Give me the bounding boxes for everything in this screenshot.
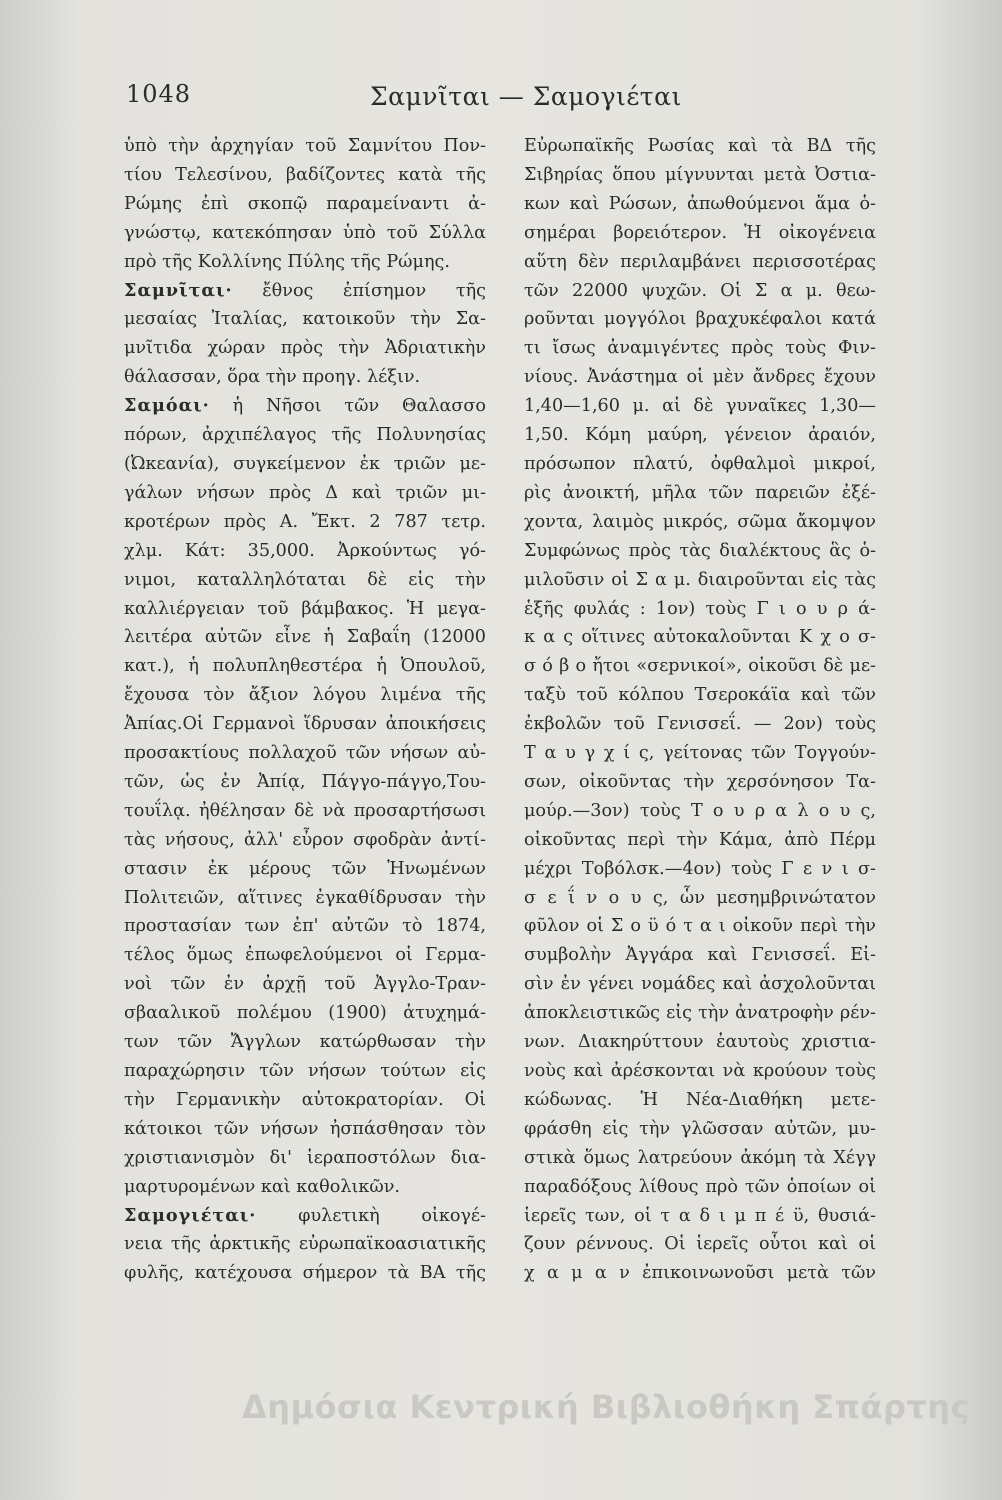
text-line: 1,40—1,60 μ. αἱ δὲ γυναῖκες 1,30— (524, 396, 876, 417)
text-line: νοὶ τῶν ἐν ἀρχῇ τοῦ Ἀγγλο-Τραν- (124, 974, 486, 995)
text-line: κων καὶ Ρώσων, ἀπωθούμενοι ἅμα ὁ- (524, 193, 876, 214)
text-line: Σαμνῖται· ἔθνος ἐπίσημον τῆς (124, 279, 486, 301)
text-line: καλλιέργειαν τοῦ βάμβακος. Ἡ μεγα- (124, 598, 486, 619)
text-line: ζουν ρέννους. Οἱ ἱερεῖς οὗτοι καὶ οἱ (524, 1234, 876, 1255)
text-line: παραχώρησιν τῶν νήσων τούτων εἰς (124, 1061, 486, 1081)
text-line: ὑπὸ τὴν ἀρχηγίαν τοῦ Σαμνίτου Πον- (124, 136, 486, 156)
entry-headword: Σαμογιέται· (124, 1204, 257, 1226)
text-line: ροῦνται μογγόλοι βραχυκέφαλοι κατά (524, 309, 876, 330)
text-line: χοντα, λαιμὸς μικρός, σῶμα ἄκομψον (524, 511, 876, 532)
text-line: νίους. Ἀνάστημα οἱ μὲν ἄνδρες ἔχουν (524, 367, 876, 388)
text-line: Πολιτειῶν, αἵτινες ἐγκαθίδρυσαν τὴν (124, 887, 486, 908)
text-line: νοὺς καὶ ἀρέσκονται νὰ κρούουν τοὺς (524, 1061, 876, 1081)
text-line: πρὸ τῆς Κολλίνης Πύλης τῆς Ρώμης. (124, 251, 450, 272)
text-line: κώδωνας. Ἡ Νέα-Διαθήκη μετε- (524, 1089, 876, 1110)
text-line: μέχρι Τοβόλσκ.—4ον) τοὺς Γ ε ν ι σ- (524, 858, 876, 879)
text-line: τουΐλᾳ. ἠθέλησαν δὲ νὰ προσαρτήσωσι (124, 800, 486, 821)
text-line: (Ὠκεανία), συγκείμενον ἐκ τριῶν με- (124, 453, 486, 474)
text-line: ταξὺ τοῦ κόλπου Τσεροκάϊα καὶ τῶν (524, 685, 876, 706)
text-line: αὕτη δὲν περιλαμβάνει περισσοτέρας (524, 251, 876, 272)
text-line: συμβολὴν Ἀγγάρα καὶ Γενισσεΐ. Εἰ- (524, 945, 876, 966)
text-line: λειτέρα αὐτῶν εἶνε ἡ Σαβαΐη (12000 (124, 627, 486, 648)
text-line: σημέραι βορειότερον. Ἡ οἰκογένεια (524, 222, 876, 243)
text-line: χλμ. Κάτ: 35,000. Ἀρκούντως γό- (124, 540, 486, 561)
running-head: Σαμνῖται — Σαμογιέται (370, 82, 682, 111)
text-line: Σιβηρίας ὅπου μίγνυνται μετὰ Ὀστια- (524, 164, 876, 185)
text-line: μιλοῦσιν οἱ Σ α μ. διαιροῦνται εἰς τὰς (524, 569, 876, 590)
text-line: στικὰ ὅμως λατρεύουν ἀκόμη τὰ Χέγγ (524, 1147, 876, 1168)
text-line: κατ.), ἡ πολυπληθεστέρα ἡ Ὀπουλοῦ, (124, 656, 486, 677)
left-column (124, 132, 486, 1288)
text-line: νιμοι, καταλληλόταται δὲ εἰς τὴν (124, 569, 486, 590)
text-line: νων. Διακηρύττουν ἑαυτοὺς χριστια- (524, 1032, 876, 1053)
text-line: χ α μ α ν ἐπικοινωνοῦσι μετὰ τῶν (524, 1263, 876, 1284)
text-line: ἑξῆς φυλάς : 1ον) τοὺς Γ ι ο υ ρ ά- (524, 598, 876, 619)
library-watermark: Δημόσια Κεντρική Βιβλιοθήκη Σπάρτης (241, 1388, 971, 1426)
text-line: μαρτυρομένων καὶ καθολικῶν. (124, 1176, 401, 1197)
text-line: τίου Τελεσίνου, βαδίζοντες κατὰ τῆς (124, 164, 486, 185)
text-line: νεια τῆς ἀρκτικῆς εὐρωπαϊκοασιατικῆς (124, 1234, 486, 1255)
text-line: κάτοικοι τῶν νήσων ἠσπάσθησαν τὸν (124, 1118, 486, 1139)
text-line: φράσθη εἰς τὴν γλῶσσαν αὐτῶν, μυ- (524, 1118, 876, 1139)
text-line: Ρώμης ἐπὶ σκοπῷ παραμείναντι ἀ- (124, 193, 486, 214)
text-line: γνώστῳ, κατεκόπησαν ὑπὸ τοῦ Σύλλα (124, 222, 486, 243)
text-line: ἔχουσα τὸν ἄξιον λόγου λιμένα τῆς (124, 685, 486, 706)
text-line: τέλος ὅμως ἐπωφελούμενοι οἱ Γερμα- (124, 945, 486, 966)
text-line: γάλων νήσων πρὸς Δ καὶ τριῶν μι- (124, 482, 486, 503)
text-line: προσακτίους πολλαχοῦ τῶν νήσων αὐ- (124, 743, 486, 764)
entry-headword: Σαμνῖται· (124, 279, 233, 301)
text-line: σ ό β ο ἤτοι «σεpνικοί», οἰκοῦσι δὲ με- (524, 656, 876, 677)
page-number: 1048 (126, 80, 192, 108)
text-line: σὶν ἐν γένει νομάδες καὶ ἀσχολοῦνται (524, 974, 876, 995)
text-line: πρόσωπον πλατύ, ὀφθαλμοὶ μικροί, (524, 453, 876, 474)
text-line: μούρ.—3ον) τοὺς Τ ο υ ρ α λ ο υ ς, (524, 800, 876, 821)
text-line: προστασίαν των ἐπ' αὐτῶν τὸ 1874, (124, 916, 486, 937)
text-line: στασιν ἐκ μέρους τῶν Ἡνωμένων (124, 858, 486, 879)
text-line: Σαμογιέται· φυλετικὴ οἰκογέ- (124, 1204, 486, 1226)
text-line: τι ἴσως ἀναμιγέντες πρὸς τοὺς Φιν- (524, 338, 876, 359)
text-line: σβααλικοῦ πολέμου (1900) ἀτυχημά- (124, 1003, 486, 1024)
text-line: τῶν 22000 ψυχῶν. Οἱ Σ α μ. θεω- (524, 280, 876, 301)
text-line: σ ε ΐ ν ο υ ς, ὧν μεσημβρινώτατον (524, 887, 876, 908)
text-line: πόρων, ἀρχιπέλαγος τῆς Πολυνησίας (124, 425, 486, 446)
text-line: τὴν Γερμανικὴν αὐτοκρατορίαν. Οἱ (124, 1089, 486, 1110)
text-line: οἰκοῦντας περὶ τὴν Κάμα, ἀπὸ Πέρμ (524, 829, 876, 850)
text-line: χριστιανισμὸν δι' ἱεραποστόλων δια- (124, 1147, 486, 1168)
text-line: ἱερεῖς των, οἱ τ α δ ι μ π έ ϋ, θυσιά- (524, 1205, 876, 1226)
entry-headword: Σαμόαι· (124, 395, 210, 417)
text-line: Σαμόαι· ἡ Νῆσοι τῶν Θαλασσο (124, 395, 486, 417)
text-line: μνῖτιδα χώραν πρὸς τὴν Ἀδριατικὴν (124, 338, 486, 359)
text-line: των τῶν Ἄγγλων κατώρθωσαν τὴν (124, 1032, 486, 1053)
text-line: Συμφώνως πρὸς τὰς διαλέκτους ἃς ὁ- (524, 540, 876, 561)
text-line: μεσαίας Ἰταλίας, κατοικοῦν τὴν Σα- (124, 309, 486, 330)
text-line: Τ α υ γ χ ί ς, γείτονας τῶν Τογγούν- (524, 743, 876, 764)
text-line: φυλῆς, κατέχουσα σήμερον τὰ ΒΑ τῆς (124, 1263, 486, 1284)
text-line: παραδόξους λίθους πρὸ τῶν ὁποίων οἱ (524, 1176, 876, 1197)
text-line: τῶν, ὡς ἐν Ἀπίᾳ, Πάγγο-πάγγο,Του- (124, 771, 486, 792)
text-line: σων, οἰκοῦντας τὴν χερσόνησον Τα- (524, 771, 876, 792)
text-line: Ἀπίας.Οἱ Γερμανοὶ ἵδρυσαν ἀποικήσεις (124, 714, 486, 735)
text-line: 1,50. Κόμη μαύρη, γένειον ἀραιόν, (524, 425, 876, 446)
text-line: ρὶς ἀνοικτή, μῆλα τῶν παρειῶν ἐξέ- (524, 482, 876, 503)
right-column (524, 132, 876, 1288)
text-line: κροτέρων πρὸς Α. Ἔκτ. 2 787 τετρ. (124, 511, 486, 532)
text-line: ἐκβολῶν τοῦ Γενισσεΐ. — 2ον) τοὺς (524, 714, 876, 735)
text-line: ἀποκλειστικῶς εἰς τὴν ἀνατροφὴν ρέν- (524, 1003, 876, 1024)
text-line: θάλασσαν, ὅρα τὴν προηγ. λέξιν. (124, 367, 421, 388)
text-line: τὰς νήσους, ἀλλ' εὗρον σφοδρὰν ἀντί- (124, 829, 486, 850)
text-line: φῦλον οἱ Σ ο ϋ ό τ α ι οἰκοῦν περὶ τὴν (524, 916, 876, 937)
text-line: Εὐρωπαϊκῆς Ρωσίας καὶ τὰ ΒΔ τῆς (524, 136, 876, 156)
text-line: κ α ς οἵτινες αὐτοκαλοῦνται Κ χ ο σ- (524, 627, 876, 648)
